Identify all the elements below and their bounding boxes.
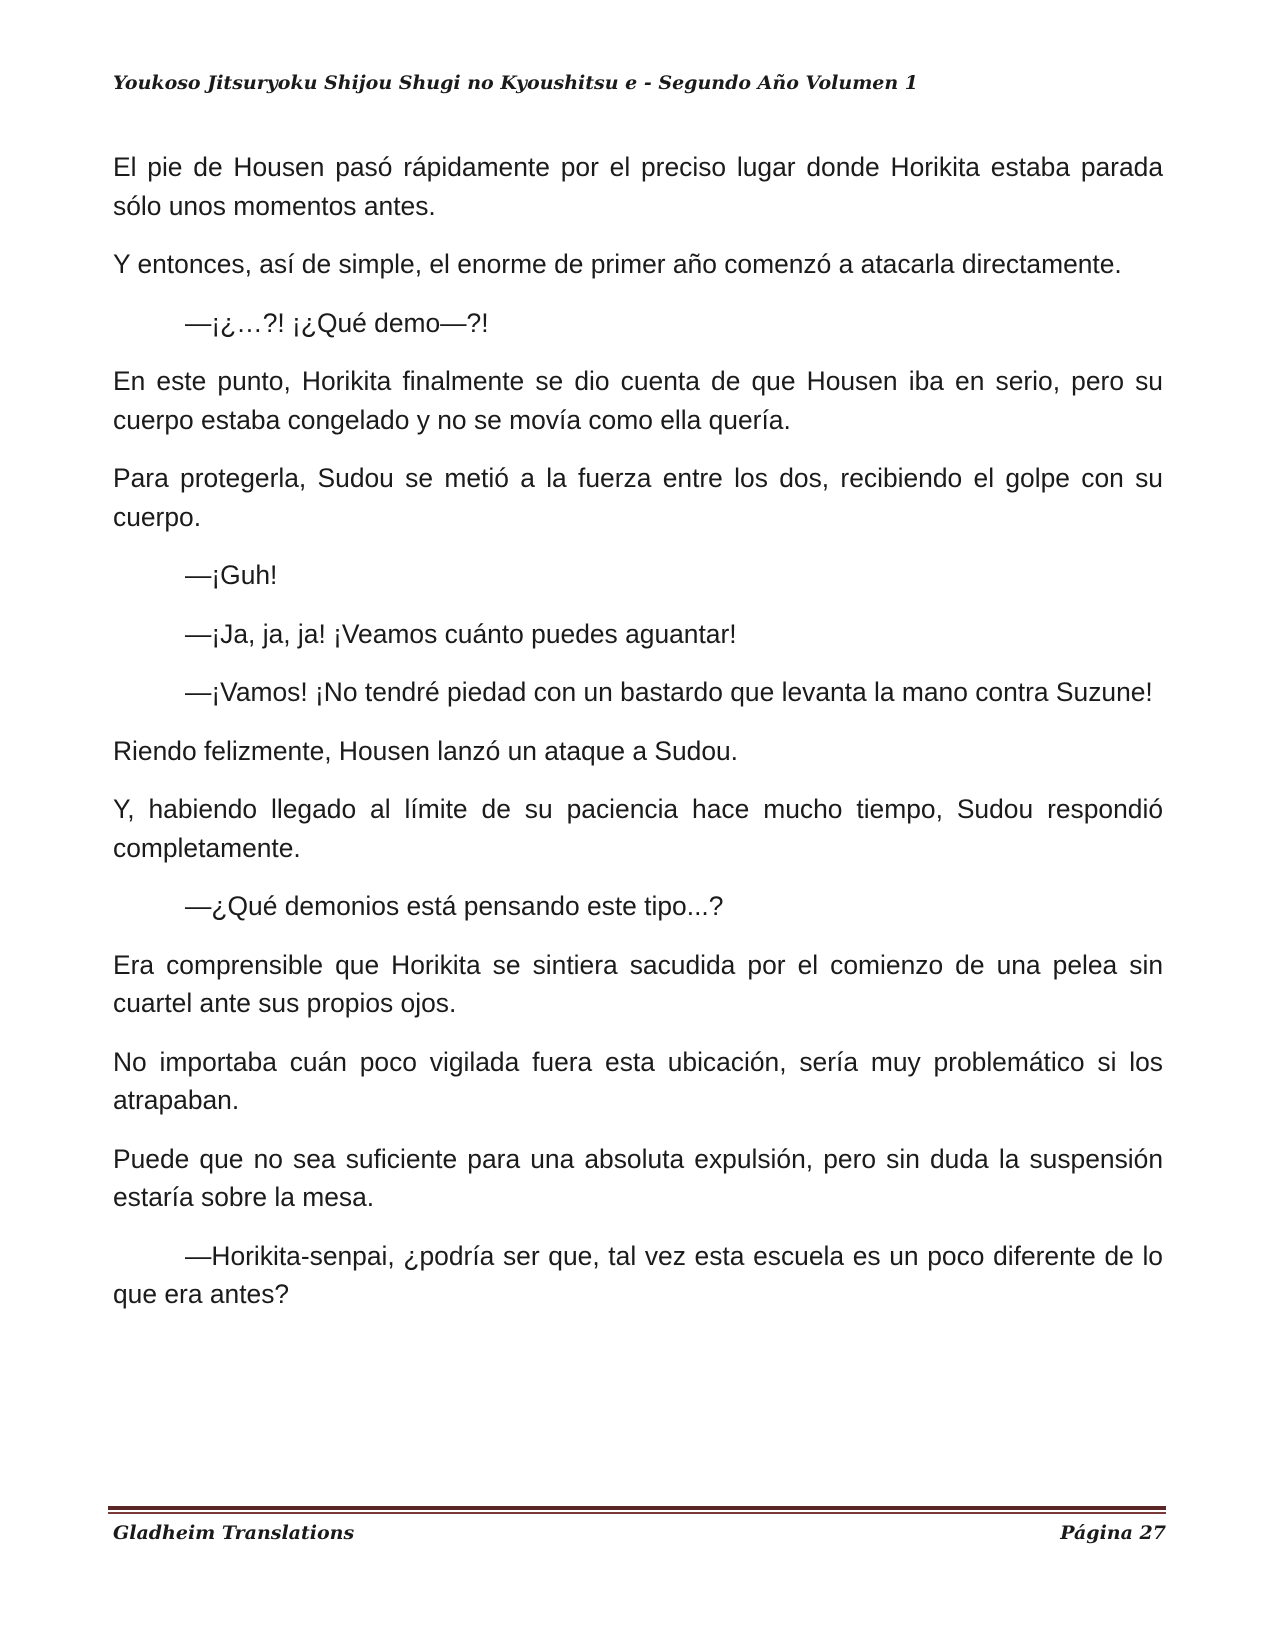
dialog-line: —¡Vamos! ¡No tendré piedad con un bastardo que levanta la mano contra Suzune!	[185, 677, 1153, 707]
dialog-line: —¡Guh!	[185, 560, 278, 590]
paragraph: Era comprensible que Horikita se sintiera sacudida por el comienzo de una pelea sin cuartel ante sus propios ojos.	[113, 949, 1163, 1018]
dialog-line: —¡Ja, ja, ja! ¡Veamos cuánto puedes aguantar!	[185, 618, 737, 649]
dialog-line: —¡¿…?! ¡¿Qué demo—?!	[185, 307, 489, 338]
body-text	[113, 148, 1163, 1334]
dialog-line: —Horikita-senpai, ¿podría ser que, tal vez esta escuela es un poco diferente de lo que era antes?	[113, 1240, 1163, 1309]
footer-translator-credit: Gladheim Translations	[113, 1522, 355, 1544]
paragraph: Para protegerla, Sudou se metió a la fuerza entre los dos, recibiendo el golpe con su cuerpo.	[113, 463, 1163, 532]
paragraph: Puede que no sea suficiente para una absoluta expulsión, pero sin duda la suspensión estaría sobre la mesa.	[113, 1143, 1163, 1212]
dialog-line: —¿Qué demonios está pensando este tipo...?	[185, 891, 724, 921]
paragraph: Riendo felizmente, Housen lanzó un ataque a Sudou.	[113, 735, 739, 766]
footer-page-number: Página 27	[1060, 1522, 1166, 1544]
paragraph: En este punto, Horikita finalmente se dio cuenta de que Housen iba en serio, pero su cuerpo estaba congelado y no se movía como ella quería.	[113, 366, 1163, 435]
paragraph: No importaba cuán poco vigilada fuera esta ubicación, sería muy problemático si los atrapaban.	[113, 1046, 1163, 1115]
footer-divider	[108, 1506, 1166, 1515]
footer-divider-thick	[108, 1506, 1166, 1510]
paragraph: Y entonces, así de simple, el enorme de primer año comenzó a atacarla directamente.	[113, 249, 1122, 279]
paragraph: El pie de Housen pasó rápidamente por el preciso lugar donde Horikita estaba parada sólo unos momentos antes.	[113, 152, 1163, 221]
page-header-title: Youkoso Jitsuryoku Shijou Shugi no Kyoushitsu e - Segundo Año Volumen 1	[113, 72, 919, 94]
paragraph: Y, habiendo llegado al límite de su paciencia hace mucho tiempo, Sudou respondió completamente.	[113, 794, 1163, 863]
footer-divider-thin	[108, 1512, 1166, 1514]
